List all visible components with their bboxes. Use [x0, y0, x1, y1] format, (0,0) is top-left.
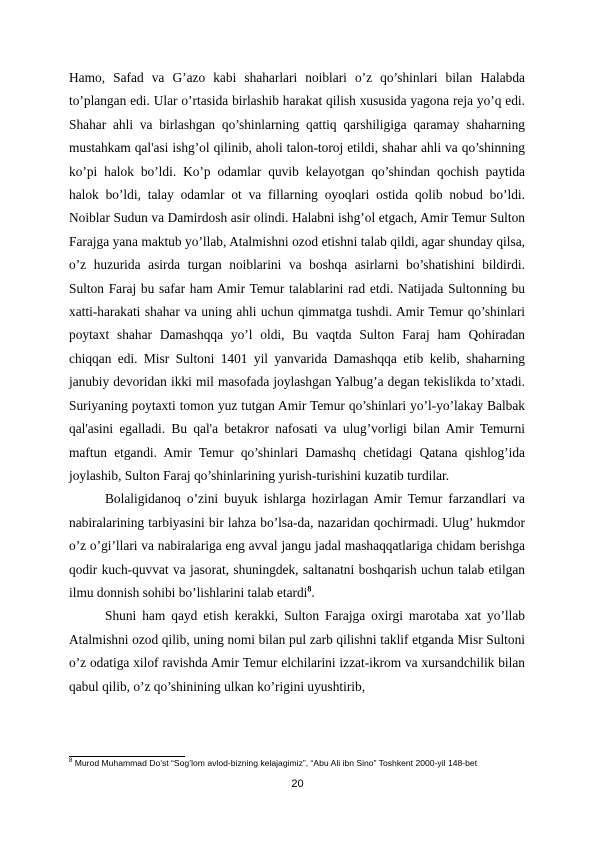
paragraph-2-text: Bolaligidanoq o’zini buyuk ishlarga hozirlagan Amir Temur farzandlari va nabiralarining tarbiyasini bir lahza bo’lsa-da, nazaridan qochirmadi. Ulug’ hukmdor o’z o’gi’llari va nabiralariga eng avval jangu jadal mashaqqatlariga chidam berishga qodir kuch-quvvat va jasorat, shuningdek, saltanatni boshqarish uchun talab etilgan ilmu donnish sohibi bo’lishlarini talab etardi — [69, 491, 525, 600]
body-text — [69, 66, 525, 698]
footnote-text: Murod Muhammad Do’st “Sog’lom avlod-bizning kelajagimiz”, “Abu Ali ibn Sino” Toshkent 2000-yil 148-bet — [74, 758, 478, 768]
paragraph-3: Shuni ham qayd etish kerakki, Sulton Farajga oxirgi marotaba xat yo’llab Atalmishni ozod qilib, uning nomi bilan pul zarb qilishni taklif etganda Misr Sultoni o’z odatiga xilof ravishda Amir Temur elchilarini izzat-ikrom va xursandchilik bilan qabul qilib, o’z qo’shinining ulkan ko’rigini uyushtirib, — [69, 608, 525, 694]
footnote-number: 8 — [69, 758, 73, 765]
paragraph-1: Hamo, Safad va G’azo kabi shaharlari noiblari o’z qo’shinlari bilan Halabda to’plangan edi. Ular o’rtasida birlashib harakat qilish xususida yagona reja yo’q edi. Shahar ahli va birlashgan qo’shinlarning qattiq qarshiligiga qaramay shaharning mustahkam qal'asi ishg’ol qilinib, aholi talon-toroj etildi, shahar ahli va qo’shinning ko’pi halok bo’ldi. Ko’p odamlar quvib kelayotgan qo’shindan qochish paytida halok bo’ldi, talay odamlar ot va fillarning oyoqlari ostida qolib nobud bo’ldi. Noiblar Sudun va Damirdosh asir olindi. Halabni ishg’ol etgach, Amir Temur Sulton Farajga yana maktub yo’llab, Atalmishni ozod etishni talab qildi, agar shunday qilsa, o’z huzurida asirda turgan noiblarini va boshqa asirlarni bo’shatishini bildirdi. Sulton Faraj bu safar ham Amir Temur talablarini rad etdi. Natijada Sultonning bu xatti-harakati shahar va uning ahli uchun qimmatga tushdi. Amir Temur qo’shinlari poytaxt shahar Damashqqa yo’l oldi, Bu vaqtda Sulton Faraj ham Qohiradan chiqqan edi. Misr Sultoni 1401 yil yanvarida Damashqqa etib kelib, shaharning janubiy devoridan ikki mil masofada joylashgan Yalbug’a degan tekislikda to’xtadi. Suriyaning poytaxti tomon yuz tutgan Amir Temur qo’shinlari yo’l-yo’lakay Balbak qal'asini egalladi. Bu qal'a betakror nafosati va ulug’vorligi bilan Amir Temurni maftun etgandi. Amir Temur qo’shinlari Damashq chetidagi Qatana qishlog’ida joylashib, Sulton Faraj qo’shinlarining yurish-turishini kuzatib turdilar. — [69, 70, 525, 483]
page-number: 20 — [291, 778, 304, 790]
footnote-divider — [69, 756, 185, 757]
footnote-reference[interactable]: 8 — [307, 584, 312, 594]
paragraph-2 — [69, 487, 525, 604]
paragraph-2-end: . — [311, 584, 315, 600]
footnote — [69, 758, 529, 769]
